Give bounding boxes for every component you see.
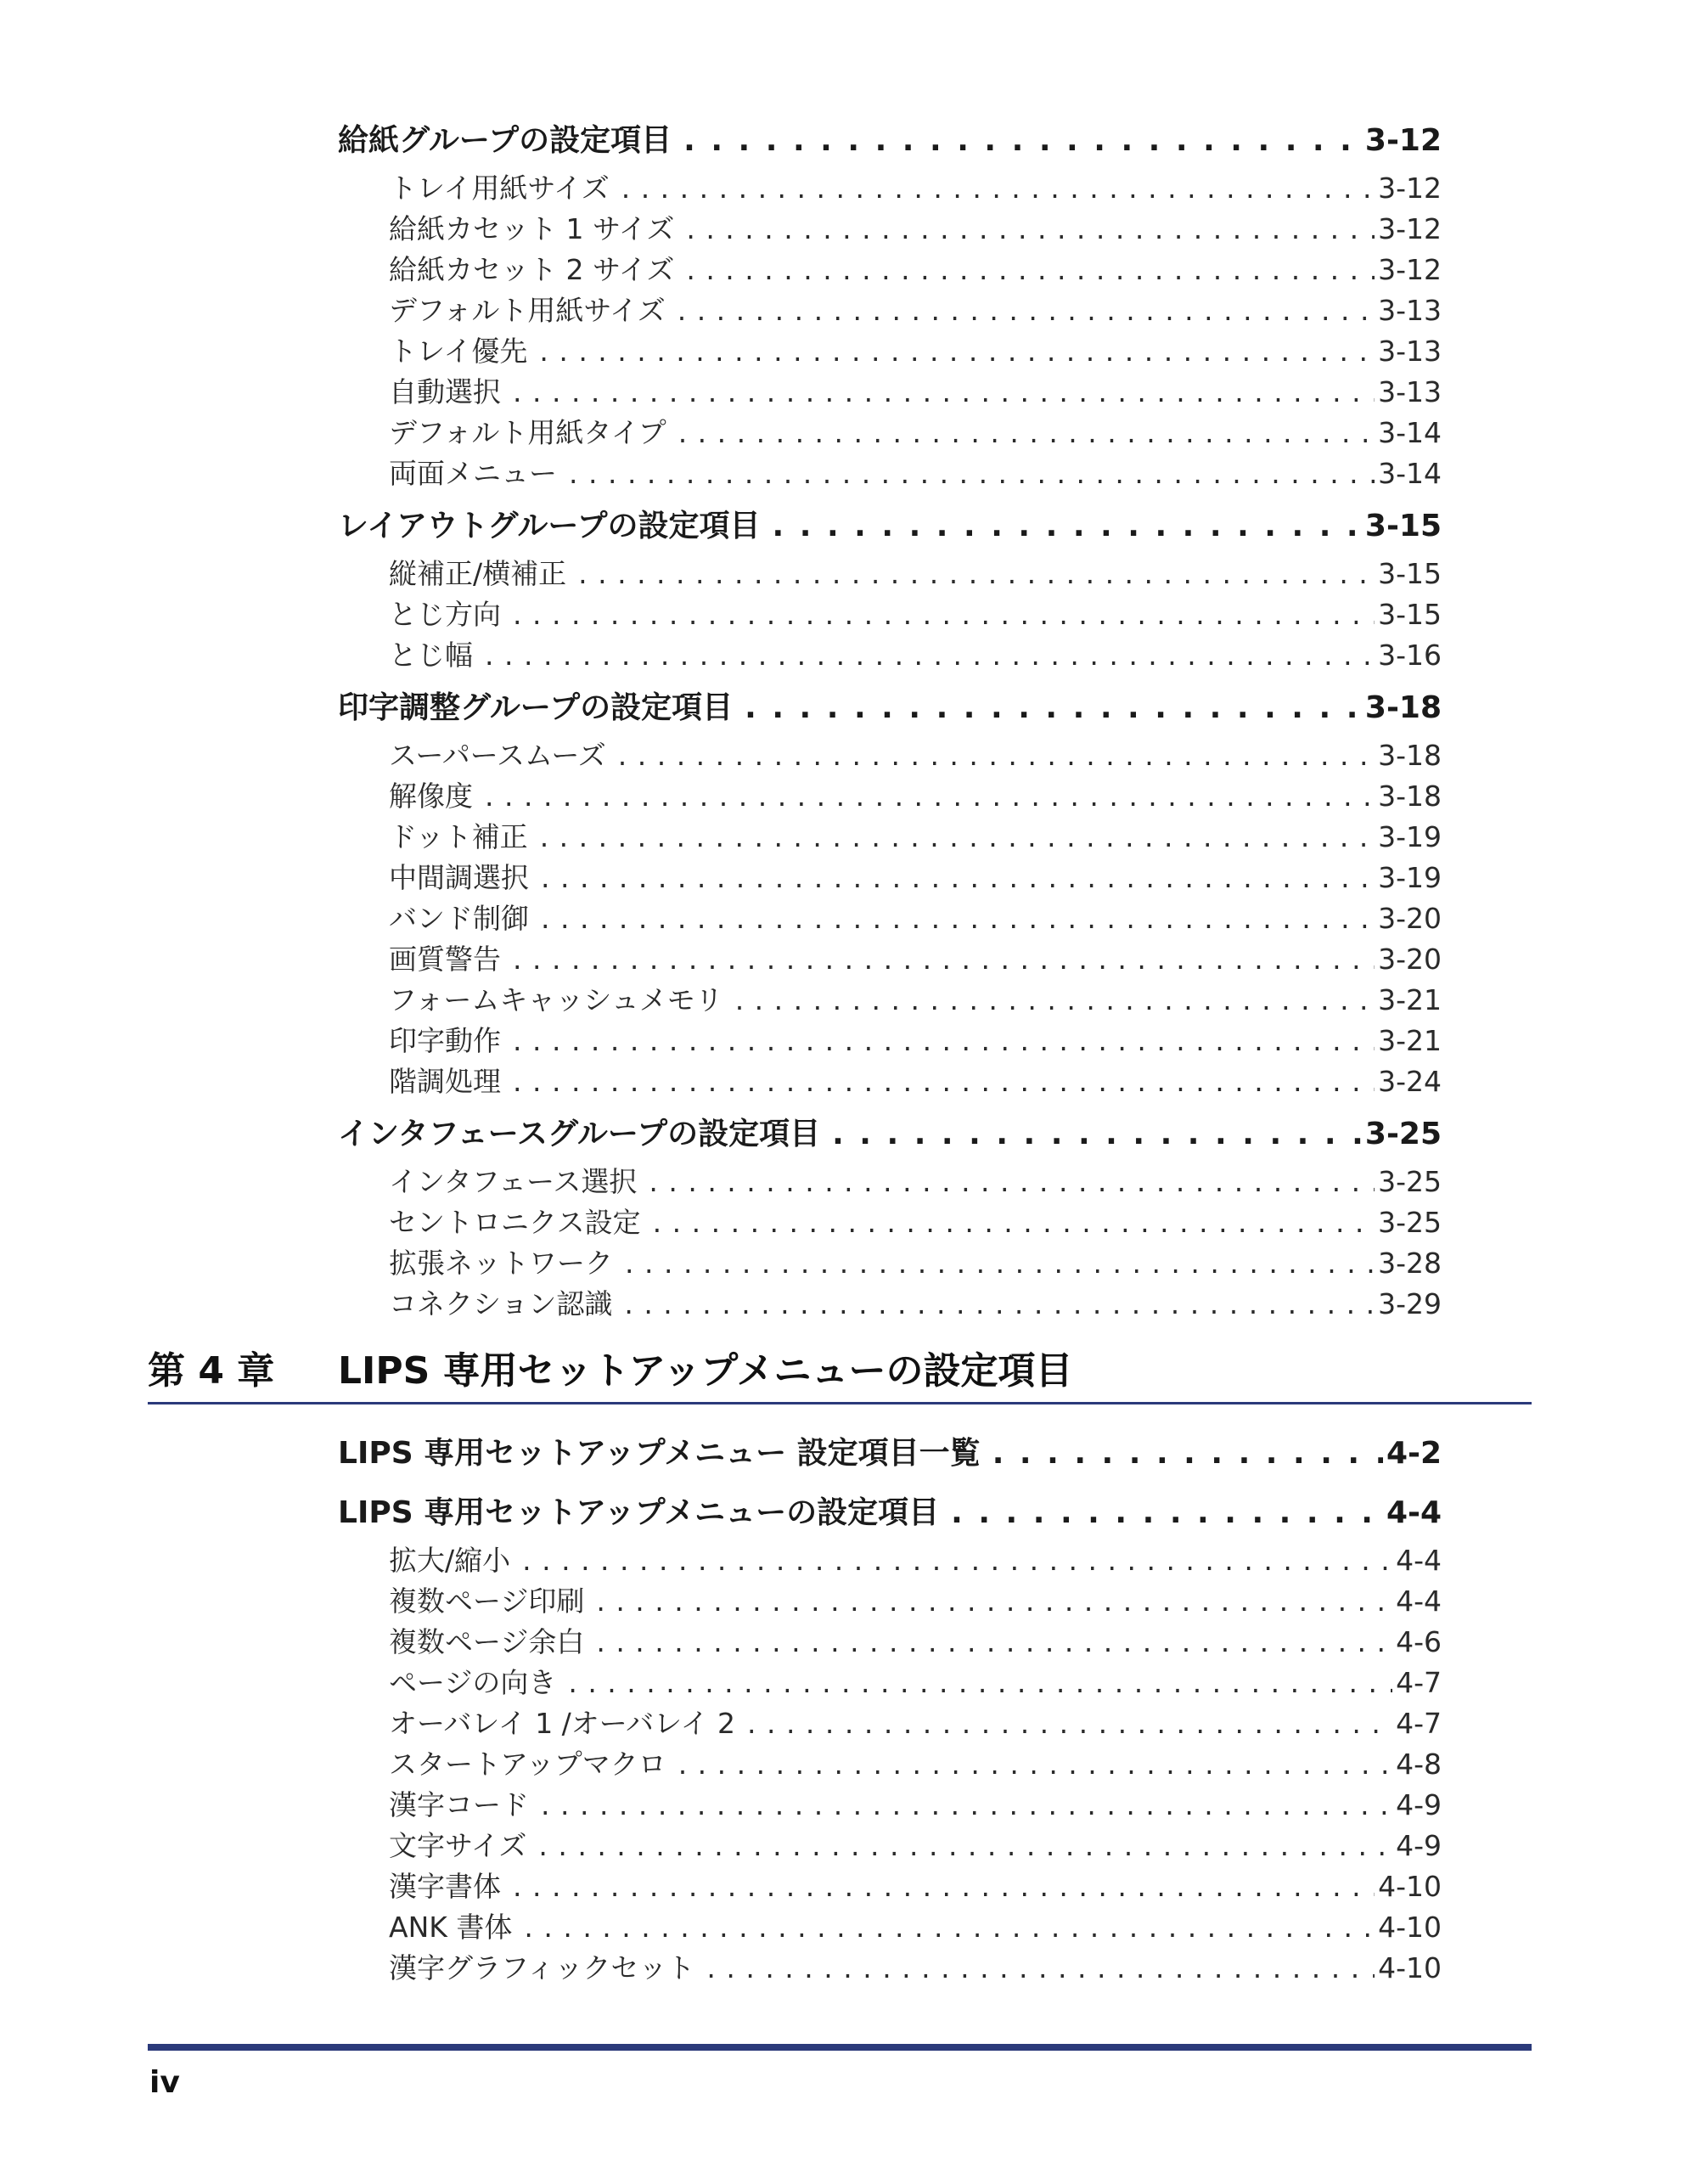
toc-item-title: オーバレイ 1 /オーバレイ 2: [389, 1707, 735, 1740]
toc-item-row[interactable]: [338, 858, 1442, 898]
dot-leader: [735, 980, 1375, 1021]
toc-item-title: とじ幅: [389, 639, 473, 672]
dot-leader: [485, 635, 1375, 676]
toc-item-row[interactable]: [338, 1622, 1442, 1663]
toc-item-title: 中間調選択: [389, 861, 529, 894]
chapter-title: LIPS 専用セットアップメニューの設定項目: [338, 1349, 1073, 1393]
dot-leader: [621, 168, 1375, 209]
dot-leader: [706, 1948, 1375, 1989]
toc-item-row[interactable]: [338, 939, 1442, 980]
toc-item-title: 漢字書体: [389, 1870, 501, 1903]
toc-item-title: インタフェース選択: [389, 1165, 638, 1198]
toc-section-row[interactable]: [338, 1486, 1442, 1540]
dot-leader: [513, 594, 1375, 635]
toc-item-page-number: 4-4: [1396, 1544, 1442, 1577]
toc-item-title: コネクション認識: [389, 1287, 613, 1320]
dot-leader: [513, 1866, 1375, 1907]
toc-chapter3-list: [338, 109, 1442, 1325]
toc-item-page-number: 3-13: [1378, 294, 1442, 327]
toc-item-row[interactable]: [338, 635, 1442, 676]
toc-item-page-number: 3-21: [1378, 983, 1442, 1016]
toc-item-page-number: 4-8: [1396, 1748, 1442, 1781]
toc-item-title: 文字サイズ: [389, 1829, 527, 1862]
dot-leader: [992, 1427, 1383, 1481]
dot-leader: [513, 1021, 1375, 1061]
toc-section-row[interactable]: [338, 1427, 1442, 1481]
toc-section-row[interactable]: [338, 499, 1442, 554]
toc-item-page-number: 4-7: [1396, 1707, 1442, 1740]
toc-item-page-number: 3-29: [1378, 1287, 1442, 1320]
toc-item-page-number: 4-10: [1378, 1911, 1442, 1944]
toc-item-row[interactable]: [338, 290, 1442, 331]
toc-item-page-number: 3-28: [1378, 1247, 1442, 1280]
toc-item-row[interactable]: [338, 1021, 1442, 1061]
toc-item-row[interactable]: [338, 1540, 1442, 1581]
toc-item-row[interactable]: [338, 331, 1442, 372]
dot-leader: [540, 817, 1375, 858]
toc-item-title: 給紙カセット 2 サイズ: [389, 253, 675, 286]
toc-item-row[interactable]: [338, 413, 1442, 453]
toc-item-page-number: 4-7: [1396, 1666, 1442, 1699]
dot-leader: [568, 1663, 1392, 1703]
toc-item-page-number: 3-20: [1378, 943, 1442, 976]
toc-item-title: 自動選択: [389, 375, 501, 408]
toc-item-title: ドット補正: [389, 820, 528, 853]
toc-item-title: スーパースムーズ: [389, 739, 606, 772]
toc-section-row[interactable]: [338, 114, 1442, 168]
dot-leader: [541, 858, 1375, 898]
toc-item-page-number: 3-15: [1378, 598, 1442, 631]
dot-leader: [513, 1061, 1375, 1102]
toc-item-row[interactable]: [338, 1826, 1442, 1866]
dot-leader: [624, 1284, 1375, 1325]
toc-item-title: 印字動作: [389, 1024, 501, 1057]
toc-item-row[interactable]: [338, 1162, 1442, 1202]
toc-item-row[interactable]: [338, 980, 1442, 1021]
toc-item-page-number: 3-14: [1378, 416, 1442, 449]
toc-item-row[interactable]: [338, 453, 1442, 494]
toc-item-page-number: 3-12: [1378, 253, 1442, 286]
toc-item-row[interactable]: [338, 1061, 1442, 1102]
dot-leader: [569, 453, 1375, 494]
toc-item-page-number: 3-25: [1378, 1206, 1442, 1239]
dot-leader: [951, 1486, 1383, 1540]
dot-leader: [773, 499, 1362, 554]
toc-section-page-number: 3-25: [1364, 1117, 1442, 1151]
dot-leader: [832, 1107, 1362, 1162]
toc-item-title: 拡張ネットワーク: [389, 1247, 613, 1280]
toc-item-title: バンド制御: [389, 902, 529, 935]
toc-item-title: デフォルト用紙サイズ: [389, 294, 666, 327]
toc-item-page-number: 3-14: [1378, 457, 1442, 490]
dot-leader: [522, 1540, 1392, 1581]
toc-item-row[interactable]: [338, 1703, 1442, 1744]
toc-section-title: レイアウトグループの設定項目: [338, 509, 761, 543]
toc-item-row[interactable]: [338, 168, 1442, 209]
toc-item-row[interactable]: [338, 898, 1442, 939]
toc-item-row[interactable]: [338, 554, 1442, 594]
toc-item-title: トレイ用紙サイズ: [389, 172, 610, 205]
dot-leader: [578, 554, 1375, 594]
toc-item-row[interactable]: [338, 594, 1442, 635]
toc-item-page-number: 4-9: [1396, 1829, 1442, 1862]
toc-item-title: 複数ページ印刷: [389, 1585, 585, 1618]
toc-section-page-number: 3-12: [1364, 123, 1442, 158]
dot-leader: [596, 1581, 1392, 1622]
toc-section-title: インタフェースグループの設定項目: [338, 1117, 821, 1151]
footer-divider: [148, 2044, 1532, 2051]
dot-leader: [485, 776, 1375, 817]
toc-section-title: 給紙グループの設定項目: [338, 123, 672, 158]
toc-item-page-number: 3-25: [1378, 1165, 1442, 1198]
toc-item-page-number: 3-19: [1378, 861, 1442, 894]
dot-leader: [513, 939, 1375, 980]
dot-leader: [625, 1243, 1375, 1284]
toc-section-page-number: 3-15: [1364, 509, 1442, 543]
toc-item-row[interactable]: [338, 1866, 1442, 1907]
toc-item-title: ページの向き: [389, 1666, 557, 1699]
toc-item-title: 解像度: [389, 780, 473, 813]
toc-item-row[interactable]: [338, 250, 1442, 290]
dot-leader: [678, 413, 1375, 453]
toc-item-page-number: 3-24: [1378, 1065, 1442, 1098]
dot-leader: [538, 1826, 1392, 1866]
toc-section-title: LIPS 専用セットアップメニュー 設定項目一覧: [338, 1436, 981, 1471]
dot-leader: [683, 114, 1362, 168]
dot-leader: [541, 898, 1375, 939]
toc-item-row[interactable]: [338, 1202, 1442, 1243]
toc-item-row[interactable]: [338, 1581, 1442, 1622]
toc-item-page-number: 3-18: [1378, 780, 1442, 813]
toc-section-row[interactable]: [338, 681, 1442, 735]
dot-leader: [653, 1202, 1375, 1243]
dot-leader: [513, 372, 1375, 413]
toc-item-page-number: 3-12: [1378, 172, 1442, 205]
page-number: iv: [149, 2065, 180, 2100]
toc-item-title: 両面メニュー: [389, 457, 557, 490]
toc-section-title: 印字調整グループの設定項目: [338, 690, 734, 725]
toc-item-title: ANK 書体: [389, 1911, 513, 1944]
toc-item-page-number: 3-21: [1378, 1024, 1442, 1057]
toc-item-row[interactable]: [338, 735, 1442, 776]
toc-item-page-number: 3-13: [1378, 375, 1442, 408]
dot-leader: [678, 290, 1375, 331]
dot-leader: [747, 1703, 1392, 1744]
toc-item-title: セントロニクス設定: [389, 1206, 641, 1239]
dot-leader: [596, 1622, 1392, 1663]
dot-leader: [678, 1744, 1392, 1785]
toc-section-row[interactable]: [338, 1107, 1442, 1162]
toc-item-page-number: 3-16: [1378, 639, 1442, 672]
toc-item-title: 画質警告: [389, 943, 501, 976]
dot-leader: [686, 250, 1375, 290]
dot-leader: [618, 735, 1375, 776]
toc-item-row[interactable]: [338, 1243, 1442, 1284]
toc-item-page-number: 4-4: [1396, 1585, 1442, 1618]
toc-item-title: デフォルト用紙タイプ: [389, 416, 666, 449]
toc-item-row[interactable]: [338, 776, 1442, 817]
chapter-heading: [148, 1337, 1532, 1397]
toc-item-page-number: 3-18: [1378, 739, 1442, 772]
toc-item-page-number: 4-6: [1396, 1625, 1442, 1658]
toc-item-title: スタートアップマクロ: [389, 1748, 666, 1781]
toc-item-title: 漢字グラフィックセット: [389, 1951, 695, 1984]
toc-item-title: とじ方向: [389, 598, 501, 631]
dot-leader: [524, 1907, 1375, 1948]
chapter-number: 第 4 章: [148, 1349, 275, 1393]
toc-item-title: 給紙カセット 1 サイズ: [389, 212, 675, 245]
toc-item-row[interactable]: [338, 372, 1442, 413]
toc-item-row[interactable]: [338, 1284, 1442, 1325]
dot-leader: [745, 681, 1362, 735]
toc-item-row[interactable]: [338, 209, 1442, 250]
toc-item-page-number: 3-15: [1378, 557, 1442, 590]
toc-item-title: 拡大/縮小: [389, 1544, 511, 1577]
toc-item-title: トレイ優先: [389, 335, 528, 368]
toc-chapter4-list: [338, 1421, 1442, 1989]
toc-item-row[interactable]: [338, 1907, 1442, 1948]
dot-leader: [686, 209, 1375, 250]
toc-section-page-number: 4-2: [1386, 1436, 1442, 1471]
toc-item-title: 漢字コード: [389, 1788, 529, 1821]
dot-leader: [541, 1785, 1392, 1826]
toc-item-page-number: 3-13: [1378, 335, 1442, 368]
toc-item-page-number: 3-12: [1378, 212, 1442, 245]
chapter-divider: [148, 1402, 1532, 1404]
toc-item-row[interactable]: [338, 1785, 1442, 1826]
toc-item-row[interactable]: [338, 817, 1442, 858]
toc-item-page-number: 3-20: [1378, 902, 1442, 935]
toc-item-title: フォームキャッシュメモリ: [389, 983, 723, 1016]
toc-section-page-number: 3-18: [1364, 690, 1442, 725]
toc-section-title: LIPS 専用セットアップメニューの設定項目: [338, 1495, 940, 1530]
toc-item-title: 複数ページ余白: [389, 1625, 585, 1658]
toc-item-title: 縦補正/横補正: [389, 557, 567, 590]
toc-item-row[interactable]: [338, 1948, 1442, 1989]
toc-section-page-number: 4-4: [1386, 1495, 1442, 1530]
dot-leader: [539, 331, 1375, 372]
toc-item-page-number: 4-10: [1378, 1870, 1442, 1903]
toc-item-page-number: 4-10: [1378, 1951, 1442, 1984]
toc-item-row[interactable]: [338, 1663, 1442, 1703]
toc-item-page-number: 3-19: [1378, 820, 1442, 853]
toc-item-page-number: 4-9: [1396, 1788, 1442, 1821]
toc-item-title: 階調処理: [389, 1065, 501, 1098]
toc-item-row[interactable]: [338, 1744, 1442, 1785]
dot-leader: [649, 1162, 1375, 1202]
